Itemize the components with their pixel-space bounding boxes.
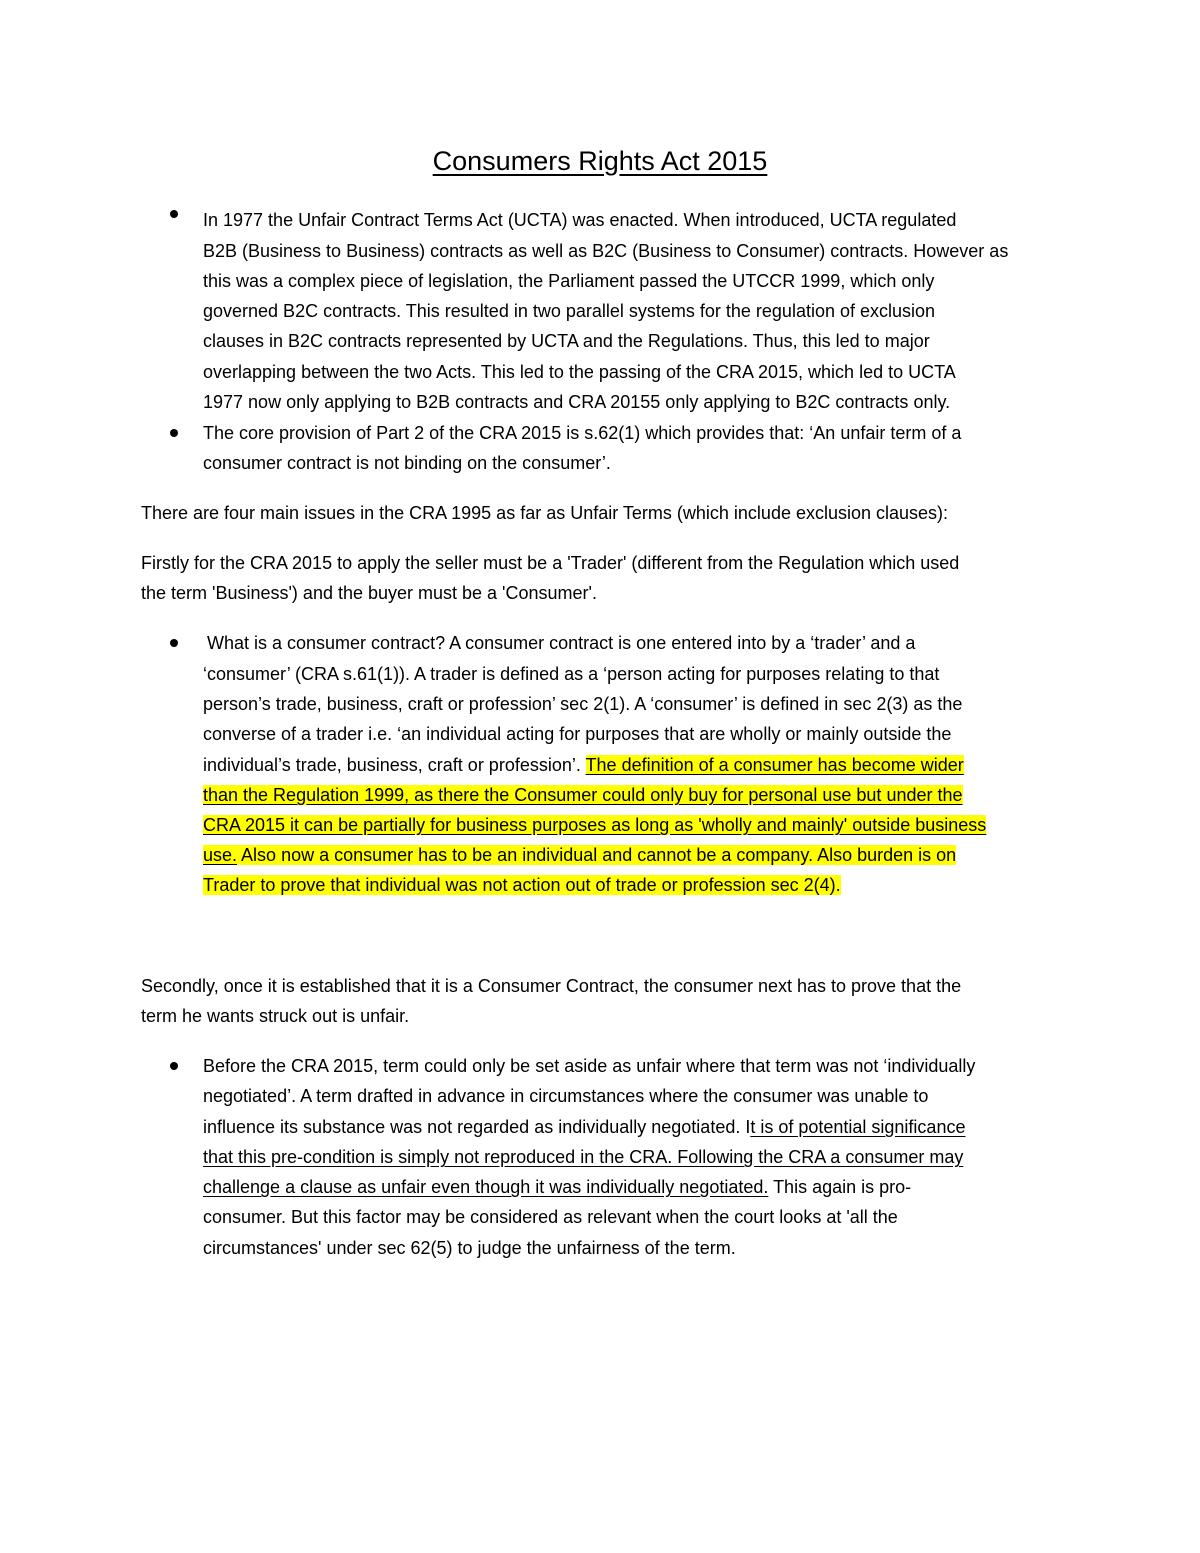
underlined-text: t is of potential significance (750, 1117, 966, 1137)
text-run: This again is pro- (773, 1177, 912, 1197)
text-line: The core provision of Part 2 of the CRA 2015 is s.62(1) which provides that: ‘An unfair term of a (203, 423, 962, 443)
text-line (203, 1172, 911, 1202)
text-line: term he wants struck out is unfair. (141, 1006, 410, 1026)
text-line: In 1977 the Unfair Contract Terms Act (UCTA) was enacted. When introduced, UCTA regulated (203, 210, 957, 230)
underlined-text: that this pre-condition is simply not reproduced in the CRA. Following the CRA a consumer may (203, 1147, 964, 1167)
bullet-icon (170, 429, 178, 437)
highlighted-text: Also now a consumer has to be an individual and cannot be a company. Also burden is on (241, 845, 957, 865)
text-line: ‘consumer’ (CRA s.61(1)). A trader is defined as a ‘person acting for purposes relating to that (203, 664, 940, 684)
text-line: Secondly, once it is established that it is a Consumer Contract, the consumer next has to prove that the (141, 976, 962, 996)
text-line (203, 1142, 963, 1172)
text-line (203, 840, 956, 870)
text-line: person’s trade, business, craft or profession’ sec 2(1). A ‘consumer’ is defined in sec 2(3) as the (203, 694, 963, 714)
highlighted-text: Trader to prove that individual was not action out of trade or profession sec 2(4). (203, 875, 841, 895)
highlighted-text: CRA 2015 it can be partially for business purposes as long as 'wholly and mainly' outside business (203, 815, 987, 835)
underlined-text: challenge a clause as unfair even though it was individually negotiated. (203, 1177, 769, 1197)
bullet-icon (170, 639, 178, 647)
text-line: negotiated’. A term drafted in advance in circumstances where the consumer was unable to (203, 1086, 929, 1106)
text-line (203, 780, 963, 810)
text-line: What is a consumer contract? A consumer contract is one entered into by a ‘trader’ and a (207, 633, 916, 653)
text-line (203, 1112, 965, 1142)
paragraph-four-issues: There are four main issues in the CRA 1995 as far as Unfair Terms (which include exclusion clauses): (141, 503, 949, 523)
highlighted-text: use. (203, 845, 238, 865)
text-run: influence its substance was not regarded as individually negotiated. I (203, 1117, 751, 1137)
text-line: clauses in B2C contracts represented by UCTA and the Regulations. Thus, this led to major (203, 331, 930, 351)
text-line: circumstances' under sec 62(5) to judge the unfairness of the term. (203, 1238, 736, 1258)
highlighted-text: The definition of a consumer has become wider (585, 755, 964, 775)
text-line (203, 810, 986, 840)
text-line: 1977 now only applying to B2B contracts and CRA 20155 only applying to B2C contracts only. (203, 392, 951, 412)
text-line: Firstly for the CRA 2015 to apply the seller must be a 'Trader' (different from the Regulation which used (141, 553, 960, 573)
text-line: governed B2C contracts. This resulted in two parallel systems for the regulation of exclusion (203, 301, 936, 321)
text-line: consumer contract is not binding on the consumer’. (203, 453, 611, 473)
text-line: B2B (Business to Business) contracts as well as B2C (Business to Consumer) contracts. However as (203, 241, 1009, 261)
text-line: consumer. But this factor may be considered as relevant when the court looks at 'all the (203, 1207, 898, 1227)
bullet-icon (170, 1062, 178, 1070)
text-line: the term 'Business') and the buyer must be a 'Consumer'. (141, 583, 597, 603)
text-line: converse of a trader i.e. ‘an individual acting for purposes that are wholly or mainly outside the (203, 724, 952, 744)
text-line: this was a complex piece of legislation, the Parliament passed the UTCCR 1999, which only (203, 271, 935, 291)
highlighted-text: than the Regulation 1999, as there the Consumer could only buy for personal use but under the (203, 785, 963, 805)
text-line: Before the CRA 2015, term could only be set aside as unfair where that term was not ‘individually (203, 1056, 976, 1076)
text-line: overlapping between the two Acts. This led to the passing of the CRA 2015, which led to UCTA (203, 362, 956, 382)
bullet-icon (170, 210, 178, 218)
text-run: individual’s trade, business, craft or profession’. (203, 755, 581, 775)
text-line (203, 750, 964, 780)
page-title: Consumers Rights Act 2015 (432, 146, 768, 176)
text-line (203, 870, 841, 900)
